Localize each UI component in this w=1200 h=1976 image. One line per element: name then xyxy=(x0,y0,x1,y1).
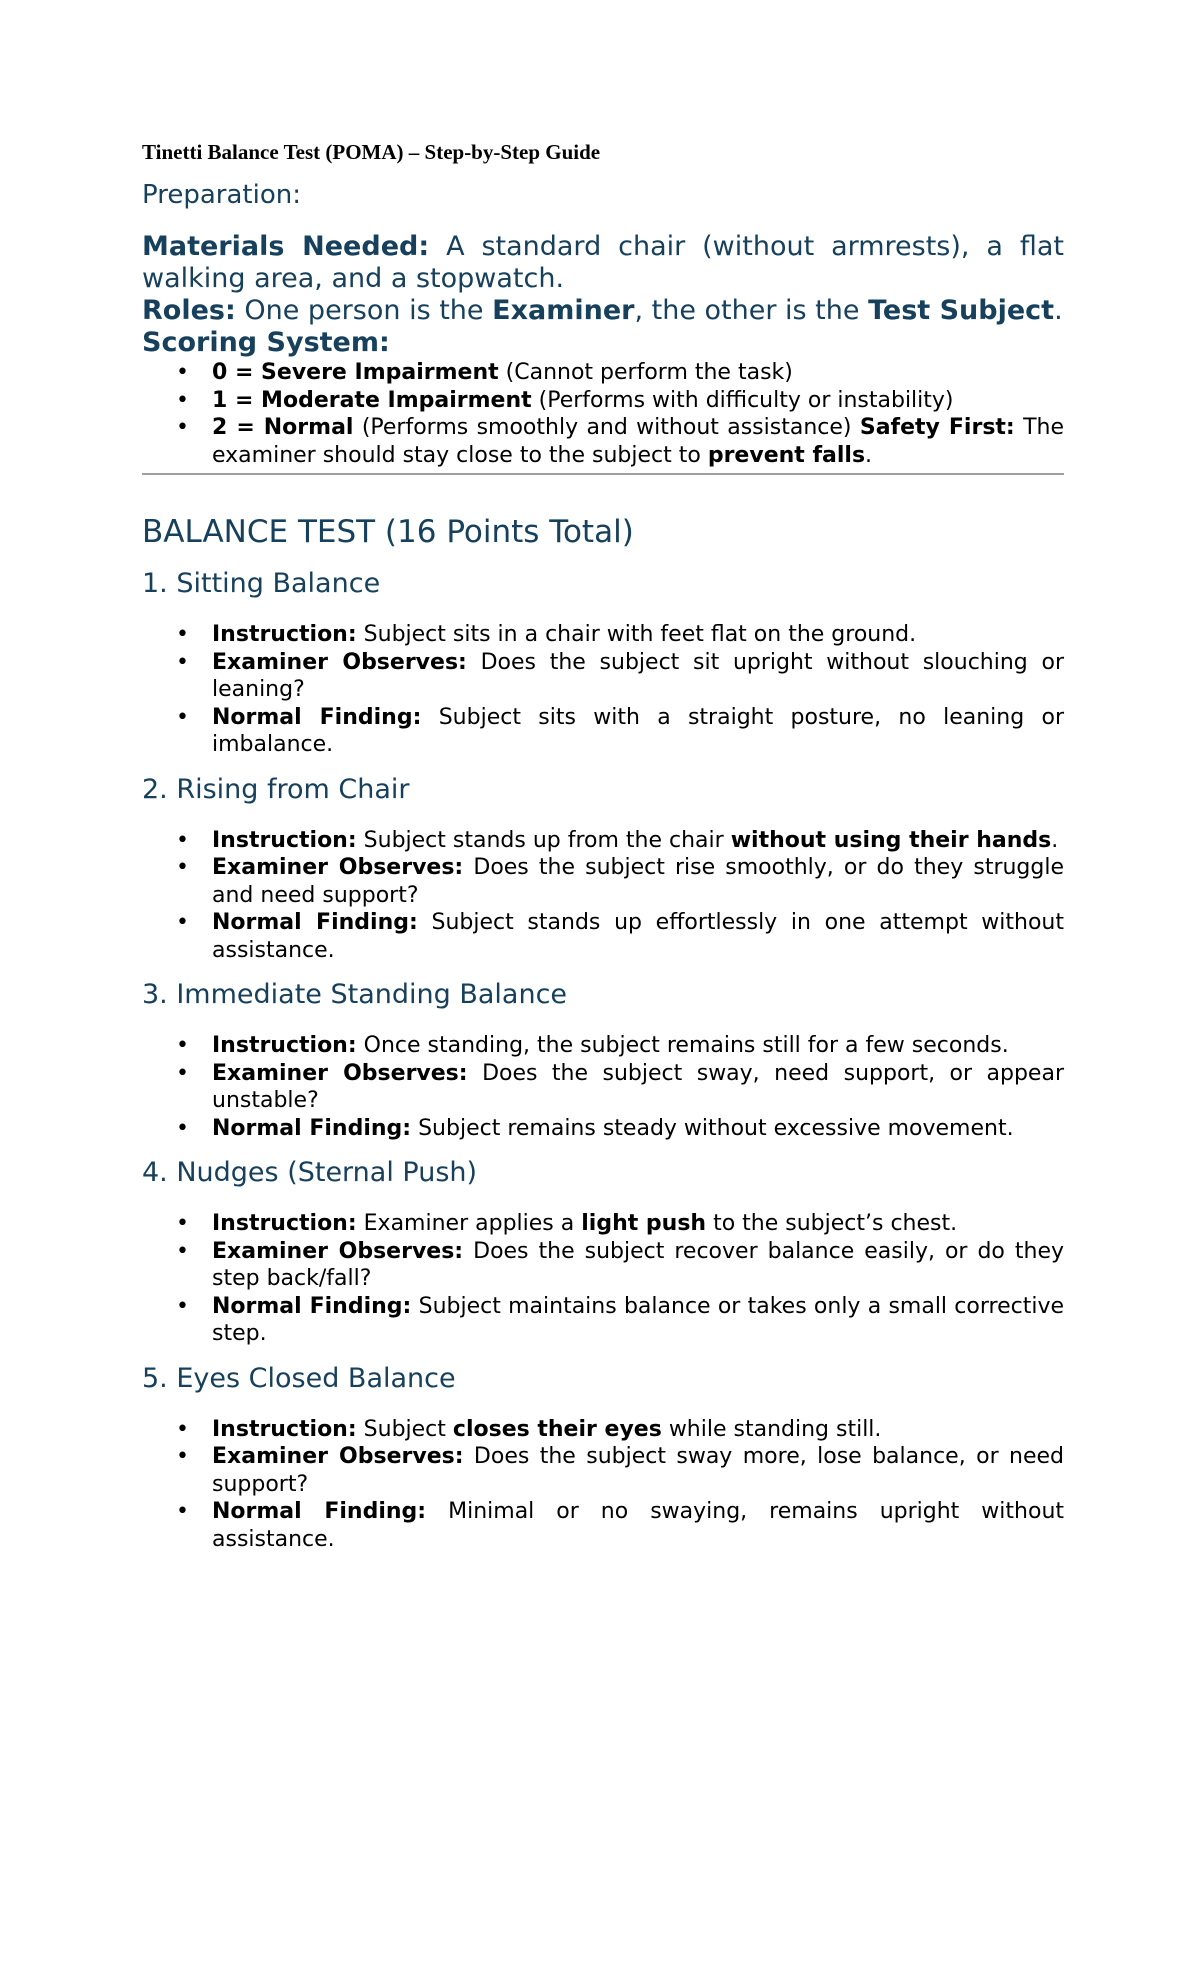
roles-examiner: Examiner xyxy=(492,295,635,326)
roles-text-3: . xyxy=(1054,295,1063,326)
roles-subject: Test Subject xyxy=(868,295,1055,326)
observes-item xyxy=(212,854,1064,909)
instruction-label: Instruction: xyxy=(212,622,357,647)
normal-label: Normal Finding: xyxy=(212,704,422,730)
materials-label: Materials Needed: xyxy=(142,231,430,262)
section-list xyxy=(142,1210,1064,1348)
normal-item xyxy=(212,1293,1064,1348)
balance-test-heading: BALANCE TEST (16 Points Total) xyxy=(142,514,634,550)
scoring-item-text: (Cannot perform the task) xyxy=(505,360,793,385)
normal-text: Minimal or no swaying, remains upright without assistance. xyxy=(212,1499,1065,1552)
materials-line xyxy=(142,231,1064,295)
instruction-item xyxy=(212,621,1064,649)
observes-label: Examiner Observes: xyxy=(212,855,464,880)
observes-text: Does the subject sway, need support, or appear unstable? xyxy=(212,1060,1064,1113)
normal-text: Subject maintains balance or takes only a small corrective step. xyxy=(212,1293,1064,1346)
instruction-item xyxy=(212,1210,1064,1238)
observes-label: Examiner Observes: xyxy=(212,1060,468,1086)
materials-text: A standard chair (without armrests), a flat walking area, and a stopwatch. xyxy=(142,231,1064,294)
observes-item xyxy=(212,1443,1064,1498)
instruction-item xyxy=(212,1416,1064,1444)
scoring-item xyxy=(212,387,1064,415)
observes-item xyxy=(212,1238,1064,1293)
document-page xyxy=(142,140,1064,1553)
scoring-item-label: 0 = Severe Impairment xyxy=(212,360,499,385)
instruction-bold: closes their eyes xyxy=(452,1416,662,1442)
scoring-item-text: (Performs with difficulty or instability) xyxy=(538,387,954,413)
observes-text: Does the subject sway more, lose balance, or need support? xyxy=(212,1444,1064,1497)
instruction-text: Once standing, the subject remains still for a few seconds. xyxy=(363,1033,1009,1058)
scoring-item-label: 1 = Moderate Impairment xyxy=(212,387,532,413)
section-title-eyes-closed-balance: 5. Eyes Closed Balance xyxy=(142,1362,456,1394)
instruction-end: to the subject’s chest. xyxy=(713,1211,958,1236)
section-list xyxy=(142,827,1064,965)
document-title: Tinetti Balance Test (POMA) – Step-by-Step Guide xyxy=(142,140,601,164)
normal-label: Normal Finding: xyxy=(212,910,418,935)
instruction-end: while standing still. xyxy=(668,1416,882,1442)
instruction-item xyxy=(212,827,1064,855)
observes-label: Examiner Observes: xyxy=(212,1444,464,1469)
instruction-label: Instruction: xyxy=(212,1033,357,1058)
normal-text: Subject stands up effortlessly in one attempt without assistance. xyxy=(212,910,1064,963)
section-list xyxy=(142,621,1064,759)
scoring-item-label: 2 = Normal xyxy=(212,415,354,440)
normal-label: Normal Finding: xyxy=(212,1115,412,1141)
scoring-item xyxy=(212,414,1064,469)
section-title-rising-from-chair: 2. Rising from Chair xyxy=(142,773,410,805)
scoring-item xyxy=(212,359,1064,387)
instruction-end: . xyxy=(1051,827,1059,853)
scoring-label: Scoring System: xyxy=(142,327,390,358)
normal-label: Normal Finding: xyxy=(212,1499,427,1524)
normal-item xyxy=(212,909,1064,964)
observes-label: Examiner Observes: xyxy=(212,1238,464,1264)
observes-text: Does the subject recover balance easily, or do they step back/fall? xyxy=(212,1238,1065,1291)
section-title-immediate-standing-balance: 3. Immediate Standing Balance xyxy=(142,979,568,1010)
section-title-sitting-balance: 1. Sitting Balance xyxy=(142,568,381,599)
roles-label: Roles: xyxy=(142,295,236,326)
scoring-list xyxy=(142,359,1064,469)
roles-text-1: One person is the xyxy=(244,295,484,326)
instruction-item xyxy=(212,1032,1064,1060)
section-list xyxy=(142,1416,1064,1554)
instruction-bold: without using their hands xyxy=(730,827,1052,853)
scoring-line xyxy=(142,327,1064,359)
safety-text: The examiner should stay close to the subject to xyxy=(212,415,1065,468)
normal-item xyxy=(212,1115,1064,1143)
instruction-text: Subject sits in a chair with feet flat on the ground. xyxy=(363,622,917,647)
normal-text: Subject sits with a straight posture, no leaning or imbalance. xyxy=(212,704,1064,757)
instruction-bold: light push xyxy=(581,1211,707,1236)
preparation-block xyxy=(142,231,1064,359)
instruction-text: Examiner applies a xyxy=(363,1211,575,1236)
observes-item xyxy=(212,649,1064,704)
safety-bold: prevent falls xyxy=(707,442,866,468)
roles-text-2: , the other is the xyxy=(634,295,860,326)
safety-end: . xyxy=(865,442,873,468)
instruction-text: Subject stands up from the chair xyxy=(363,827,724,853)
preparation-heading: Preparation: xyxy=(142,180,301,210)
instruction-label: Instruction: xyxy=(212,827,357,853)
instruction-label: Instruction: xyxy=(212,1211,357,1236)
instruction-text: Subject xyxy=(363,1416,446,1442)
normal-item xyxy=(212,1498,1064,1553)
section-list xyxy=(142,1032,1064,1142)
normal-label: Normal Finding: xyxy=(212,1293,412,1319)
roles-line xyxy=(142,295,1064,327)
normal-text: Subject remains steady without excessive movement. xyxy=(418,1115,1014,1141)
instruction-label: Instruction: xyxy=(212,1416,357,1442)
observes-text: Does the subject sit upright without slouching or leaning? xyxy=(212,649,1064,702)
section-divider xyxy=(142,473,1064,475)
observes-item xyxy=(212,1060,1064,1115)
observes-label: Examiner Observes: xyxy=(212,649,467,675)
scoring-item-text: (Performs smoothly and without assistance) xyxy=(361,415,852,440)
observes-text: Does the subject rise smoothly, or do they struggle and need support? xyxy=(212,855,1065,908)
safety-label: Safety First: xyxy=(859,415,1015,440)
section-title-nudges: 4. Nudges (Sternal Push) xyxy=(142,1157,478,1188)
normal-item xyxy=(212,704,1064,759)
